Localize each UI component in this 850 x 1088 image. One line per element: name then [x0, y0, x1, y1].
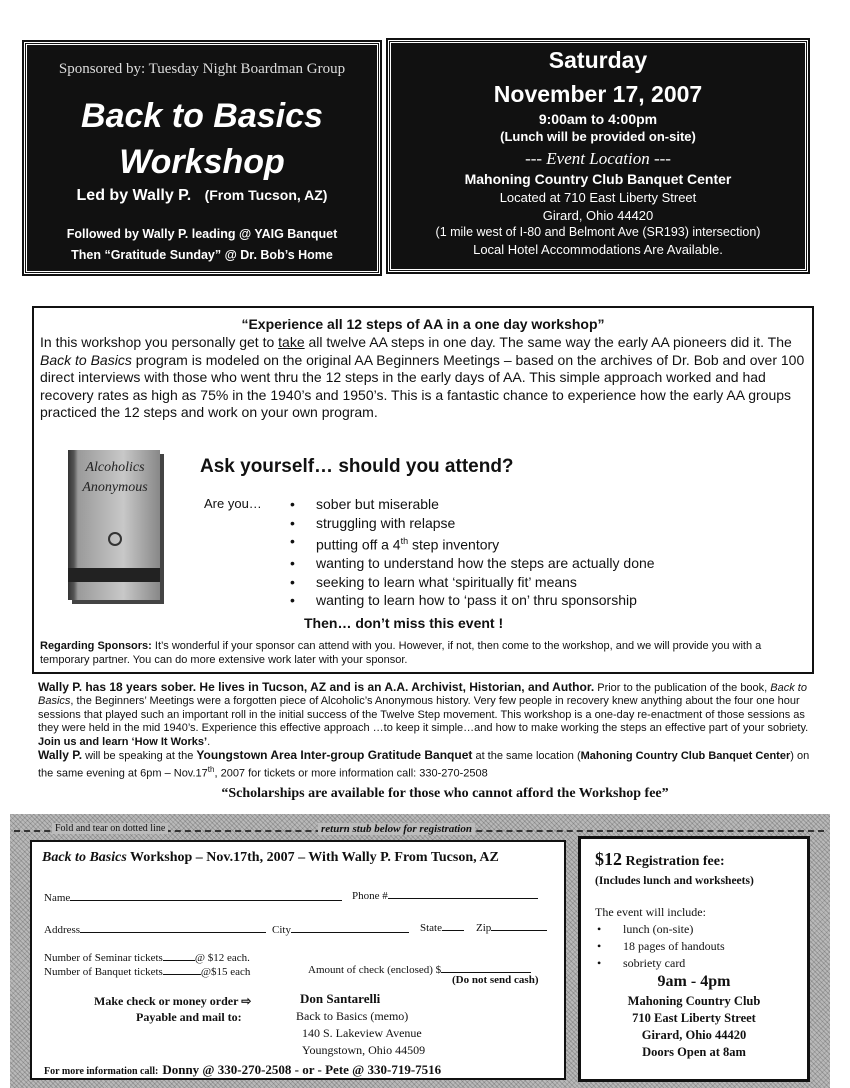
fee-hours: 9am - 4pm: [657, 973, 731, 990]
name-input-line[interactable]: [70, 888, 342, 901]
zip-label: Zip: [476, 922, 492, 934]
back-to-basics-italic: Back to Basics: [40, 351, 132, 368]
list-item: • lunch (on-site): [597, 921, 725, 938]
bio-t6: , 2007 for tickets or more information call: 330-270-2508: [214, 768, 488, 781]
city-field[interactable]: [272, 920, 409, 936]
phone-field[interactable]: [352, 886, 538, 902]
form-title-rest: Workshop – Nov.17th, 2007 – With Wally P. From Tucson, AZ: [126, 850, 499, 865]
fold-tear-label: Fold and tear on dotted line: [52, 823, 168, 834]
return-stub-label: return stub below for registration: [318, 823, 475, 835]
gratitude-sunday-line: Then “Gratitude Sunday” @ Dr. Bob’s Home: [71, 248, 333, 262]
fee-city: Girard, Ohio 44420: [641, 1028, 747, 1042]
ask-yourself-heading: Ask yourself… should you attend?: [200, 456, 514, 477]
putting-off-b: step inventory: [408, 536, 500, 553]
dont-miss-line: Then… don’t miss this event !: [304, 615, 504, 631]
more-info-line: [44, 1061, 441, 1079]
bio-t5: ) on the same evening at 6pm – Nov.17: [38, 750, 810, 781]
no-cash-note: (Do not send cash): [452, 974, 539, 986]
city-label: City: [272, 924, 291, 936]
bio-btb: Back to Basics: [38, 682, 807, 708]
name-label: Name: [44, 892, 71, 904]
list-item: • seeking to learn what ‘spiritually fit’ means: [290, 573, 655, 592]
address-input-line[interactable]: [80, 920, 266, 933]
payable-label: Payable and mail to:: [136, 1010, 242, 1024]
sponsors-text: It’s wonderful if your sponsor can attend with you. However, if not, then come to the workshop, and we will provide you with a temporary partner. You can do more extensive work later with your sponsor.: [40, 640, 762, 666]
state-field[interactable]: [420, 918, 464, 934]
banquet-label: Number of Banquet tickets: [44, 966, 163, 978]
payee-line3: Youngstown, Ohio 44509: [302, 1043, 426, 1057]
banquet-input-line[interactable]: [163, 962, 201, 975]
event-includes-label: The event will include:: [595, 905, 706, 919]
zip-input-line[interactable]: [491, 918, 547, 931]
book-band: [68, 568, 160, 582]
list-item: • wanting to understand how the steps are actually done: [290, 554, 655, 573]
sponsors-label: Regarding Sponsors:: [40, 640, 152, 652]
intro-paragraph: [40, 334, 806, 422]
bio-mccbc: Mahoning Country Club Banquet Center: [580, 750, 791, 763]
led-by-text: Led by Wally P.: [76, 187, 192, 204]
more-info-label: For more information call:: [44, 1066, 159, 1077]
from-text: (From Tucson, AZ): [204, 187, 328, 203]
fee-label: Registration fee:: [622, 854, 725, 869]
bio-t2: , the Beginners’ Meetings were a forgotten piece of Alcoholic’s Anonymous history. Very few people in recovery knew anything about the four one hour sessions that played such an important roll in the initial success of the Twelve Step movement. This workshop is a one-day re-enactment of those sessions as they were held in the mid 1940’s. Experience this effective approach …to keep it simple…and how to make working the steps an effective part of your sobriety.: [38, 695, 809, 735]
address-field[interactable]: [44, 920, 266, 936]
make-check-label: Make check or money order ⇨: [94, 994, 252, 1008]
putting-off-sup: th: [400, 536, 409, 546]
seminar-label: Number of Seminar tickets: [44, 952, 163, 964]
bio-banquet: Youngstown Area Inter-group Gratitude Banquet: [196, 748, 473, 763]
fee-venue: Mahoning Country Club: [627, 994, 761, 1008]
bio-join: Join us and learn ‘How It Works’: [38, 735, 208, 748]
venue-address: Located at 710 East Liberty Street: [499, 190, 697, 205]
header-left-panel: [24, 42, 380, 274]
main-headline: “Experience all 12 steps of AA in a one day workshop”: [241, 316, 605, 332]
bio-t1: Prior to the publication of the book,: [594, 682, 771, 694]
amount-input-line[interactable]: [441, 960, 531, 973]
name-field[interactable]: [44, 888, 342, 904]
header-right-panel: [388, 40, 808, 272]
list-item: • wanting to learn how to ‘pass it on’ thru sponsorship: [290, 591, 655, 610]
bio-t4: at the same location (: [472, 750, 581, 763]
form-title-btb: Back to Basics: [42, 850, 127, 865]
hotel-note: Local Hotel Accommodations Are Available.: [473, 242, 723, 257]
bio-lead: Wally P. has 18 years sober. He lives in Tucson, AZ and is an A.A. Archivist, Historian, and Author.: [38, 680, 595, 694]
led-by-line: [27, 187, 377, 205]
event-includes-list: [597, 921, 725, 972]
fee-title: [595, 849, 725, 870]
city-input-line[interactable]: [291, 920, 409, 933]
followed-by-line: Followed by Wally P. leading @ YAIG Banquet: [66, 227, 338, 241]
phone-label: Phone #: [352, 890, 388, 902]
bio-paragraph: [38, 681, 814, 782]
bio-t3: will be speaking at the: [82, 750, 197, 763]
event-location-heading: --- Event Location ---: [525, 149, 671, 168]
main-description-box: [32, 306, 814, 674]
intro-text-c: program is modeled on the original AA Beginners Meetings – based on the archives of Dr. Bob and over 100 direct interviews with those who went thru the 12 steps in the early days of AA. This simple approach worked and had recovery rates as high as 75% in the 1940’s and 1950’s. This is a fantastic chance to experience how the early AA groups practiced the 12 steps and work on your own program.: [40, 351, 805, 420]
scholarships-line: “Scholarships are available for those who cannot afford the Workshop fee”: [221, 786, 669, 801]
take-word: take: [278, 334, 305, 350]
bio-sup: th: [207, 765, 215, 775]
state-label: State: [420, 922, 442, 934]
payee-line2: 140 S. Lakeview Avenue: [302, 1026, 422, 1040]
payee-line1: Back to Basics (memo): [296, 1009, 409, 1023]
venue-directions: (1 mile west of I-80 and Belmont Ave (SR193) intersection): [435, 225, 761, 239]
workshop-title-line1: Back to Basics: [81, 97, 323, 135]
event-date: November 17, 2007: [493, 81, 703, 107]
banquet-price: @$15 each: [200, 966, 251, 978]
fee-price: $12: [595, 849, 622, 869]
venue-name: Mahoning Country Club Banquet Center: [464, 171, 732, 187]
payee-name: Don Santarelli: [300, 991, 381, 1006]
amount-label: Amount of check (enclosed) $: [308, 964, 442, 976]
putting-off-a: putting off a 4: [316, 536, 401, 553]
seminar-input-line[interactable]: [163, 948, 195, 961]
sponsor-line: Sponsored by: Tuesday Night Boardman Group: [58, 61, 346, 77]
phone-input-line[interactable]: [388, 886, 538, 899]
form-title: [42, 850, 499, 866]
seminar-price: @ $12 each.: [194, 952, 250, 964]
registration-fee-box: [578, 836, 810, 1082]
aa-book-image: [68, 450, 160, 600]
list-item: • sober but miserable: [290, 495, 655, 514]
book-title-line2: Anonymous: [82, 480, 148, 495]
address-label: Address: [44, 924, 81, 936]
lunch-note: (Lunch will be provided on-site): [500, 129, 696, 144]
banquet-tickets-field[interactable]: [44, 962, 250, 978]
bio-dot: .: [207, 735, 211, 748]
bio-wally: Wally P.: [38, 748, 83, 763]
contact-numbers: Donny @ 330-270-2508 - or - Pete @ 330-719-7516: [162, 1062, 442, 1077]
list-item: • 18 pages of handouts: [597, 938, 725, 955]
state-input-line[interactable]: [442, 918, 464, 931]
are-you-label: Are you…: [204, 496, 262, 511]
event-time: 9:00am to 4:00pm: [538, 111, 658, 127]
zip-field[interactable]: [476, 918, 547, 934]
sponsors-note: [40, 640, 806, 667]
registration-form: [30, 840, 566, 1080]
event-day: Saturday: [548, 47, 648, 73]
book-title-line1: Alcoholics: [85, 460, 145, 475]
fee-doors: Doors Open at 8am: [642, 1045, 746, 1059]
fee-street: 710 East Liberty Street: [632, 1011, 756, 1025]
list-item: [290, 532, 655, 554]
book-emblem-icon: [108, 532, 122, 546]
intro-text-b: all twelve AA steps in one day. The same way the early AA pioneers did it. The: [304, 334, 792, 350]
fee-includes: (Includes lunch and worksheets): [595, 875, 754, 887]
list-item: • sobriety card: [597, 955, 725, 972]
intro-text-a: In this workshop you personally get to: [40, 334, 279, 350]
workshop-title-line2: Workshop: [119, 143, 285, 181]
attend-checklist: [290, 495, 655, 610]
list-item: • struggling with relapse: [290, 514, 655, 533]
venue-city: Girard, Ohio 44420: [542, 208, 654, 223]
